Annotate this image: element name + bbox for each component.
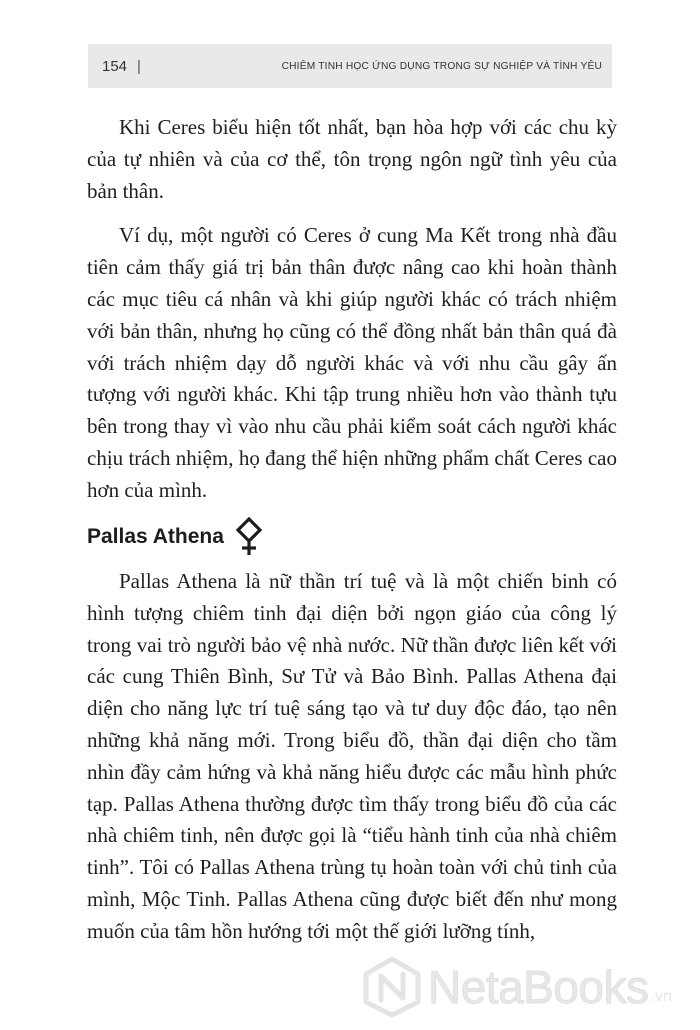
section-heading (87, 517, 264, 557)
watermark-suffix: .vn (650, 988, 672, 1005)
paragraph: Khi Ceres biểu hiện tốt nhất, bạn hòa hợp với các chu kỳ của tự nhiên và của cơ thể, tôn trọng ngôn ngữ tình yêu của bản thân. (87, 115, 617, 203)
watermark-brand: NetaBooks (428, 961, 649, 1013)
paragraph: Ví dụ, một người có Ceres ở cung Ma Kết trong nhà đầu tiên cảm thấy giá trị bản thân được nâng cao khi hoàn thành các mục tiêu cá nhân và khi giúp người khác có trách nhiệm với bản thân, nhưng họ cũng có thể đồng nhất bản thân quá đà với trách nhiệm dạy dỗ người khác và với nhu cầu gây ấn tượng với người khác. Khi tập trung nhiều hơn vào thành tựu bên trong thay vì vào nhu cầu phải kiểm soát cách người khác chịu trách nhiệm, họ đang thể hiện những phẩm chất Ceres cao hơn của mình. (87, 223, 617, 502)
netabooks-logo-icon (362, 956, 422, 1018)
paragraph: Pallas Athena là nữ thần trí tuệ và là một chiến binh có hình tượng chiêm tinh đại diện bởi ngọn giáo của công lý trong vai trò người bảo vệ nhà nước. Nữ thần được liên kết với các cung Thiên Bình, Sư Tử và Bảo Bình. Pallas Athena đại diện cho năng lực trí tuệ sáng tạo và tư duy độc đáo, tạo nên những khả năng mới. Trong biểu đồ, thần đại diện cho tầm nhìn đầy cảm hứng và khả năng hiểu được các mẫu hình phức tạp. Pallas Athena thường được tìm thấy trong biểu đồ của các nhà chiêm tinh, nên được gọi là “tiểu hành tinh của nhà chiêm tinh”. Tôi có Pallas Athena trùng tụ hoàn toàn với chủ tinh của mình, Mộc Tinh. Pallas Athena cũng được biết đến như mong muốn của tâm hồn hướng tới một thế giới lưỡng tính, (87, 569, 617, 943)
running-title: CHIÊM TINH HỌC ỨNG DỤNG TRONG SỰ NGHIỆP VÀ TÌNH YÊU (281, 60, 602, 72)
pallas-athena-glyph-icon (234, 517, 264, 557)
page-number: 154 (102, 57, 128, 75)
page-header (88, 44, 612, 88)
section-title: Pallas Athena (87, 525, 224, 548)
watermark (362, 952, 700, 1022)
section-body (87, 566, 617, 948)
header-divider: | (137, 57, 141, 75)
intro-text (87, 112, 617, 507)
